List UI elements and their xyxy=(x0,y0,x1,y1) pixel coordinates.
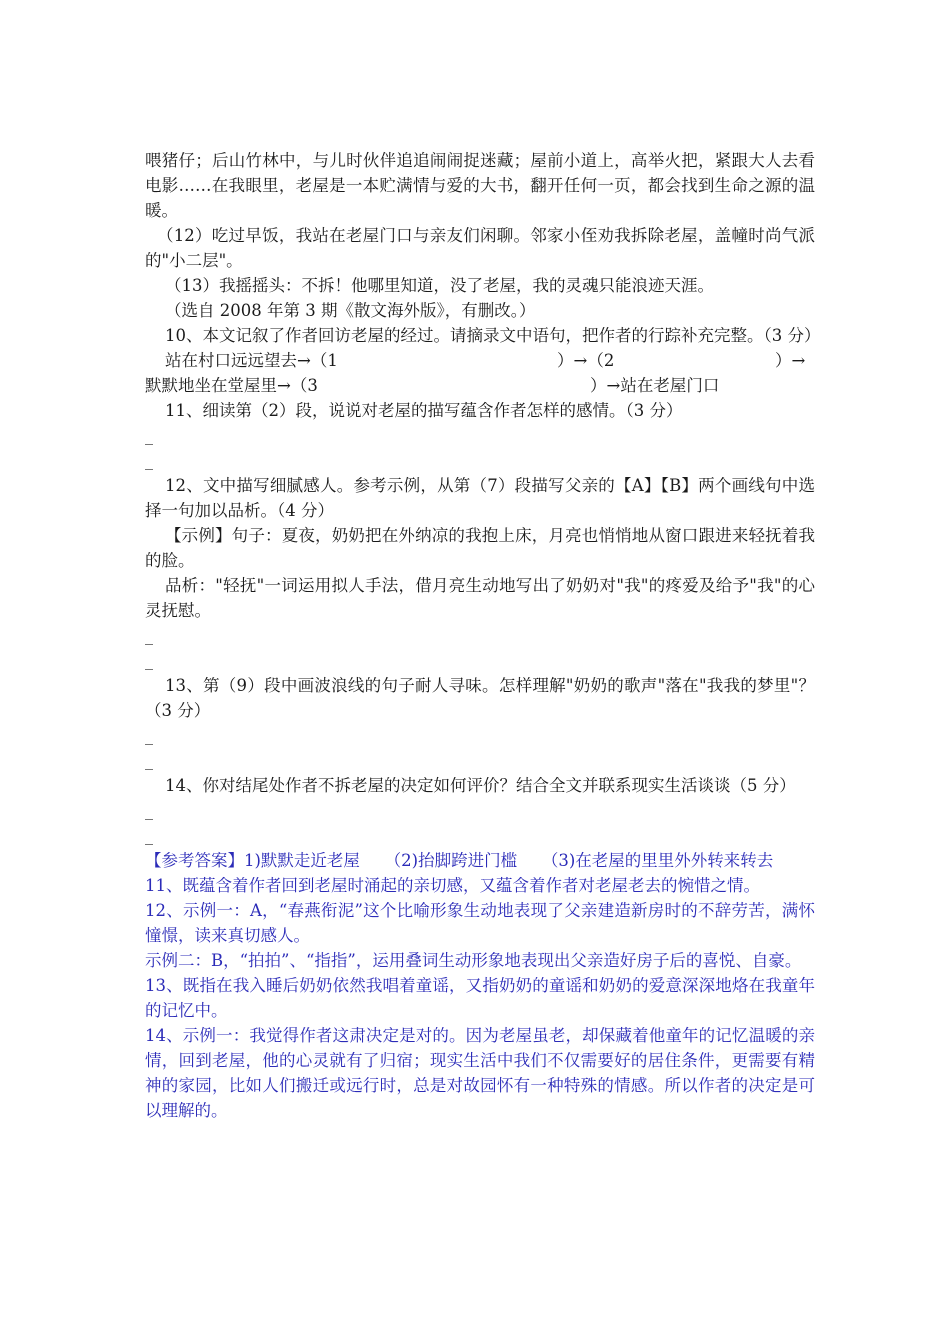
question-10-track-line-1 xyxy=(145,348,815,373)
track-step-4: 默默地坐在堂屋里→（3 xyxy=(145,376,318,395)
question-14: 14、你对结尾处作者不拆老屋的决定如何评价？结合全文并联系现实生活谈谈（5 分） xyxy=(165,776,796,795)
answer-14: 14、示例一：我觉得作者这肃决定是对的。因为老屋虽老，却保藏着他童年的记忆温暖的亲情，回到老屋，他的心灵就有了归宿；现实生活中我们不仅需要好的居住条件，更需要有精神的家园，比如人们搬迁或远行时，总是对故园怀有一种特殊的情感。所以作者的决定是可以理解的。 xyxy=(145,1026,815,1120)
answer-blank[interactable]: _ xyxy=(145,801,153,820)
question-12-example: 【示例】句子：夏夜，奶奶把在外纳凉的我抱上床，月亮也悄悄地从窗口跟进来轻抚着我的脸。 xyxy=(145,526,815,570)
answer-11: 11、既蕴含着作者回到老屋时涌起的亲切感，又蕴含着作者对老屋老去的惋惜之情。 xyxy=(145,876,760,895)
question-10-track-line-2 xyxy=(145,373,815,398)
passage-paragraph-11: 喂猪仔；后山竹林中，与儿时伙伴追追闹闹捉迷藏；屋前小道上，高举火把，紧跟大人去看电影……在我眼里，老屋是一本贮满情与爱的大书，翻开任何一页，都会找到生命之源的温暖。 xyxy=(145,151,815,220)
answer-12-example-1: 12、示例一：A，“春燕衔泥”这个比喻形象生动地表现了父亲建造新房时的不辞劳苦，满怀憧憬，读来真切感人。 xyxy=(145,901,815,945)
answer-12-example-2: 示例二：B，“拍拍”、“指指”，运用叠词生动形象地表现出父亲造好房子后的喜悦、自豪。 xyxy=(145,951,802,970)
track-step-3: ）→ xyxy=(775,351,806,370)
passage-paragraph-12: （12）吃过早饭，我站在老屋门口与亲友们闲聊。邻家小侄劝我拆除老屋，盖幢时尚气派的"小二层"。 xyxy=(145,226,815,270)
passage-paragraph-13: （13）我摇摇头：不拆！他哪里知道，没了老屋，我的灵魂只能浪迹天涯。 xyxy=(165,276,714,295)
passage-source: （选自 2008 年第 3 期《散文海外版》，有删改。） xyxy=(165,301,536,320)
track-step-5: ）→站在老屋门口 xyxy=(590,376,720,395)
answer-blank[interactable]: _ xyxy=(145,426,153,445)
answer-blank[interactable]: _ xyxy=(145,626,153,645)
answer-blank[interactable]: _ xyxy=(145,826,153,845)
answer-blank[interactable]: _ xyxy=(145,451,153,470)
answer-blank[interactable]: _ xyxy=(145,651,153,670)
answer-10: 【参考答案】1)默默走近老屋 （2)抬脚跨进门槛 （3)在老屋的里里外外转来转去 xyxy=(145,851,774,870)
question-13: 13、第（9）段中画波浪线的句子耐人寻味。怎样理解"奶奶的歌声"落在"我我的梦里"？（3 分） xyxy=(145,676,815,720)
answer-13: 13、既指在我入睡后奶奶依然我唱着童谣，又指奶奶的童谣和奶奶的爱意深深地烙在我童年的记忆中。 xyxy=(145,976,815,1020)
track-step-1: 站在村口远远望去→（1 xyxy=(165,351,338,370)
answer-blank[interactable]: _ xyxy=(145,726,153,745)
answer-blank[interactable]: _ xyxy=(145,751,153,770)
track-step-2: ）→（2 xyxy=(557,351,615,370)
question-12: 12、文中描写细腻感人。参考示例，从第（7）段描写父亲的【A】【B】两个画线句中选择一句加以品析。（4 分） xyxy=(145,476,815,520)
question-12-analysis: 品析："轻抚"一词运用拟人手法，借月亮生动地写出了奶奶对"我"的疼爱及给予"我"的心灵抚慰。 xyxy=(145,576,815,620)
question-10: 10、本文记叙了作者回访老屋的经过。请摘录文中语句，把作者的行踪补充完整。（3 分） xyxy=(165,326,821,345)
question-11: 11、细读第（2）段，说说对老屋的描写蕴含作者怎样的感情。（3 分） xyxy=(165,401,683,420)
document-page xyxy=(145,148,821,1123)
